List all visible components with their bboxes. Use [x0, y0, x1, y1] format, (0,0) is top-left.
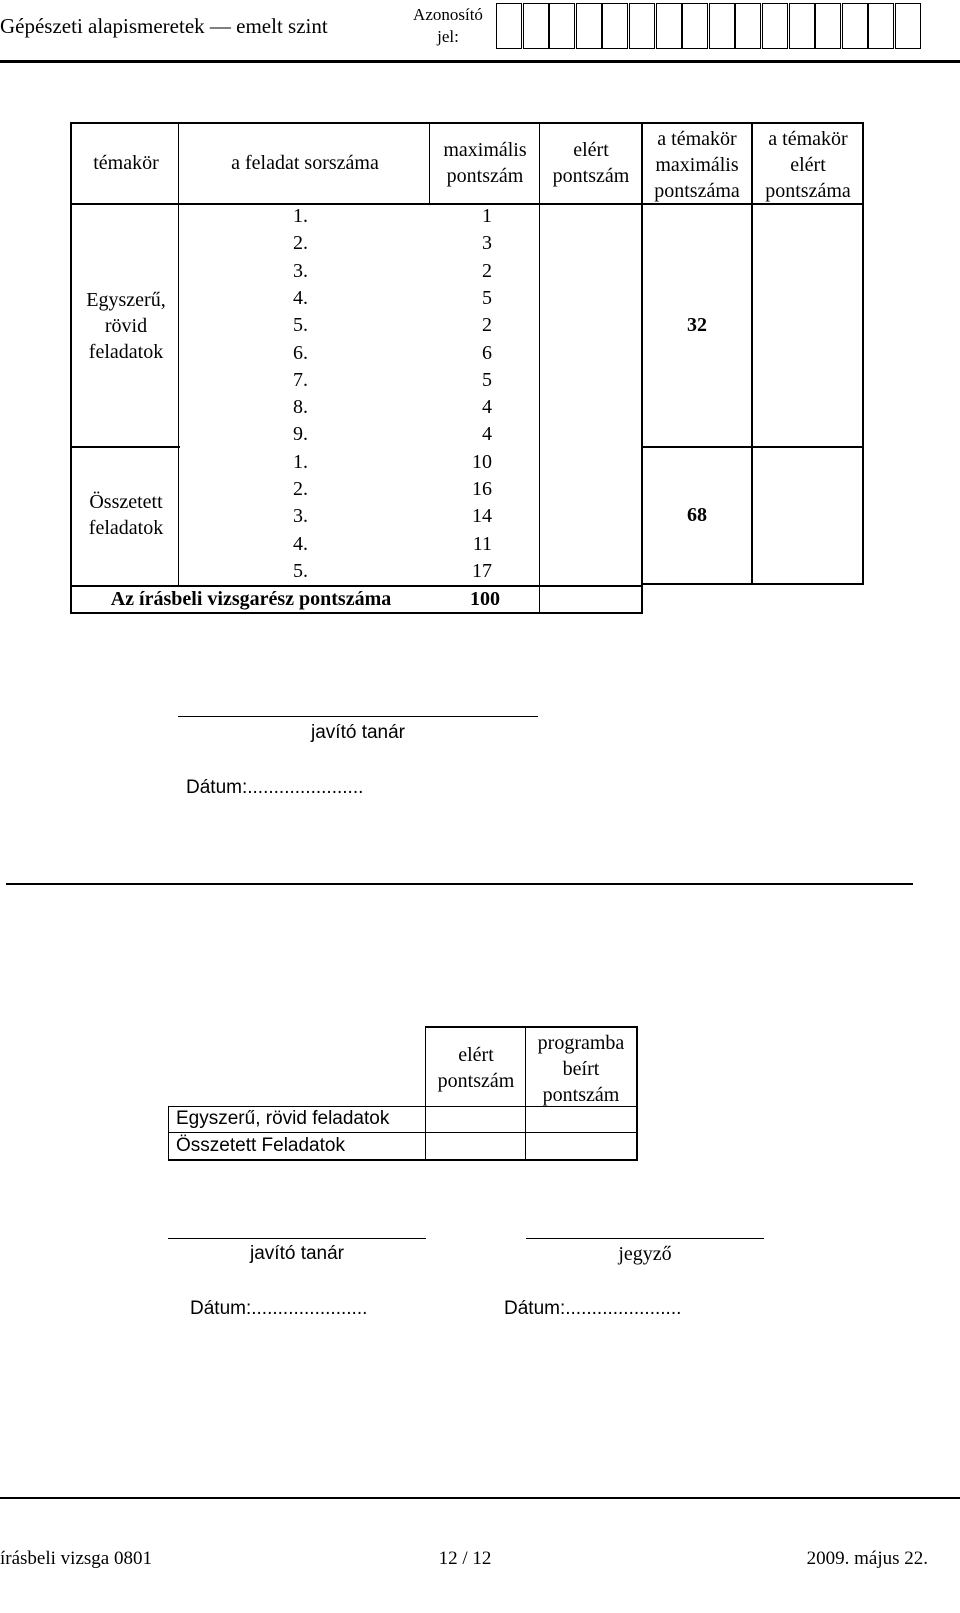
task-number: 2.	[293, 232, 308, 255]
t2-th-achieved: elért pontszám	[437, 1044, 515, 1092]
th-topic-max: a témakör maximális pontszáma	[654, 128, 740, 202]
task-number: 1.	[293, 450, 308, 473]
task-max-points: 2	[482, 259, 492, 282]
th-topic-achieved: a témakör elért pontszáma	[765, 128, 851, 202]
signature-date-1: Dátum:......................	[186, 777, 364, 798]
task-max-points: 4	[482, 423, 492, 446]
t2-row-simple: Egyszerű, rövid feladatok	[176, 1108, 390, 1129]
task-number: 7.	[293, 368, 308, 391]
task-max-points: 10	[472, 450, 492, 473]
task-number: 4.	[293, 532, 308, 555]
task-max-points: 5	[482, 368, 492, 391]
topic-max-simple: 32	[687, 314, 707, 336]
task-max-points: 11	[472, 532, 492, 555]
footer-left: írásbeli vizsga 0801	[0, 1548, 152, 1569]
task-number: 5.	[293, 559, 308, 582]
task-max-points: 2	[482, 314, 492, 337]
th-task-no: a feladat sorszáma	[231, 152, 379, 174]
t2-row-complex: Összetett Feladatok	[176, 1135, 345, 1156]
signature-role-left: javító tanár	[250, 1243, 344, 1264]
task-number: 8.	[293, 396, 308, 419]
th-max: maximális pontszám	[443, 139, 527, 187]
id-label: Azonosító jel:	[413, 5, 483, 46]
topic-max-complex: 68	[687, 504, 707, 526]
total-label: Az írásbeli vizsgarész pontszáma	[110, 588, 392, 610]
task-max-points: 3	[482, 232, 492, 255]
task-max-points: 17	[472, 559, 492, 582]
header-title: Gépészeti alapismeretek — emelt szint	[0, 14, 328, 38]
task-max-points: 4	[482, 396, 492, 419]
task-number: 2.	[293, 478, 308, 500]
signature-date-left: Dátum:......................	[190, 1298, 368, 1319]
task-max-points: 5	[482, 286, 492, 309]
task-max-points: 6	[482, 341, 492, 364]
task-number: 3.	[293, 259, 308, 282]
footer-right: 2009. május 22.	[806, 1548, 928, 1569]
task-number: 6.	[293, 341, 308, 364]
group-simple-label: Egyszerű, rövid feladatok	[86, 289, 166, 363]
signature-line-left	[168, 1238, 426, 1239]
task-max-points: 16	[472, 478, 492, 500]
task-max-points: 14	[472, 505, 492, 528]
task-number: 3.	[293, 505, 308, 528]
total-value: 100	[470, 588, 500, 610]
signature-role-1: javító tanár	[311, 722, 405, 743]
footer-rule	[0, 1497, 960, 1499]
signature-date-right: Dátum:......................	[504, 1298, 682, 1319]
t2-th-program: programba beírt pontszám	[537, 1032, 625, 1106]
task-number: 1.	[293, 205, 308, 227]
th-topic: témakör	[93, 152, 159, 174]
signature-line-right	[526, 1238, 764, 1239]
task-number: 5.	[293, 314, 308, 337]
task-number: 4.	[293, 286, 308, 309]
task-max-points: 1	[482, 205, 492, 227]
signature-role-right: jegyző	[618, 1243, 672, 1265]
footer-center: 12 / 12	[438, 1548, 492, 1569]
group-complex-label: Összetett feladatok	[88, 491, 164, 539]
th-achieved: elért pontszám	[552, 139, 630, 187]
task-number: 9.	[293, 423, 308, 446]
